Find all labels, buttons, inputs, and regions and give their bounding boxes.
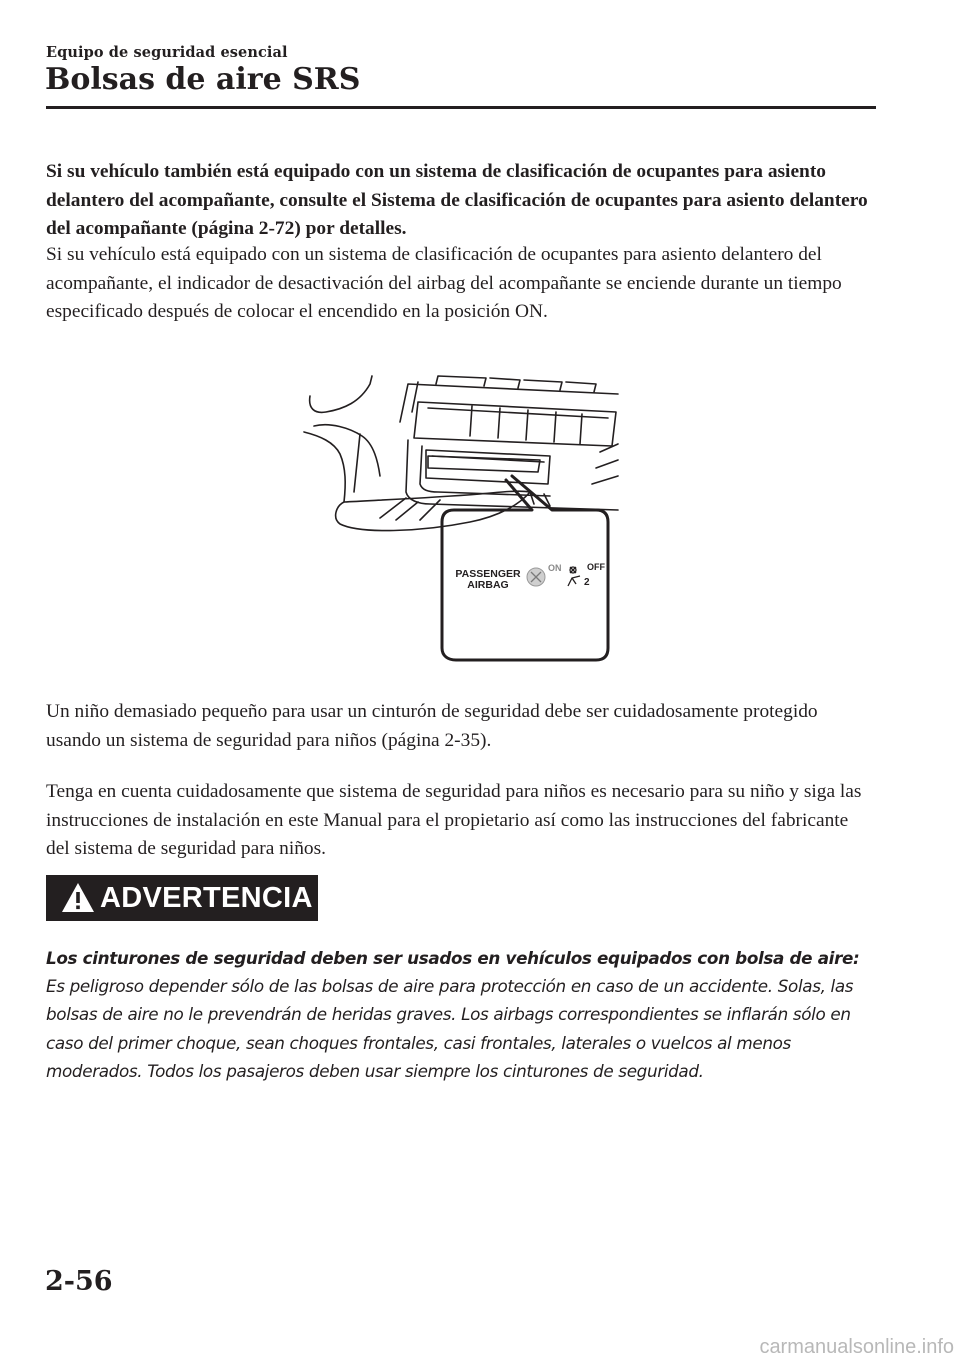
- section-label: Equipo de seguridad esencial: [46, 44, 288, 61]
- warning-banner: [46, 875, 318, 921]
- page-number: 2-56: [45, 1266, 113, 1297]
- warning-triangle-icon: [60, 880, 96, 916]
- paragraph-child-seat: Un niño demasiado pequeño para usar un cinturón de seguridad debe ser cuidadosamente protegido usando un sistema de seguridad para niños (página 2-35).: [46, 701, 818, 751]
- watermark: carmanualsonline.info: [759, 1336, 954, 1358]
- airbag-label: AIRBAG: [467, 579, 509, 591]
- page-title: Bolsas de aire SRS: [45, 62, 361, 97]
- passenger-label: PASSENGER: [455, 568, 521, 580]
- bold-paragraph: Si su vehículo también está equipado con un sistema de clasificación de ocupantes para asiento delantero del acompañante, consulte el Sistema de clasificación de ocupantes para asiento delantero del acompañante (página 2-72) por detalles.: [46, 161, 868, 239]
- warning-heading: Los cinturones de seguridad deben ser usados en vehículos equipados con bolsa de aire:: [46, 948, 860, 968]
- airbag-off-indicator-icon: [568, 567, 580, 586]
- warning-label: ADVERTENCIA: [100, 881, 313, 914]
- paragraph-indicator: Si su vehículo está equipado con un sistema de clasificación de ocupantes para asiento delantero del acompañante, el indicador de desactivación del airbag del acompañante se enciende durante un tiempo especificado después de colocar el encendido en la posición ON.: [46, 244, 842, 322]
- dashboard-illustration: [300, 372, 620, 664]
- on-label: ON: [548, 563, 562, 573]
- airbag-indicator-figure: [300, 372, 620, 664]
- off-label: OFF: [587, 562, 605, 572]
- paragraph-instructions: Tenga en cuenta cuidadosamente que sistema de seguridad para niños es necesario para su niño y siga las instrucciones de instalación en este Manual para el propietario así como las instrucciones del fabricante del sistema de seguridad para niños.: [46, 781, 862, 859]
- warning-text: Es peligroso depender sólo de las bolsas de aire para protección en caso de un accidente. Solas, las bolsas de aire no le prevendrán de heridas graves. Los airbags correspondientes se inflarán sólo en caso del primer choque, sean choques frontales, casi frontales, laterales o vuelcos al menos moderados. Todos los pasajeros deben usar siempre los cinturones de seguridad.: [46, 976, 854, 1081]
- seat-number: 2: [584, 577, 590, 588]
- title-rule: [46, 106, 876, 109]
